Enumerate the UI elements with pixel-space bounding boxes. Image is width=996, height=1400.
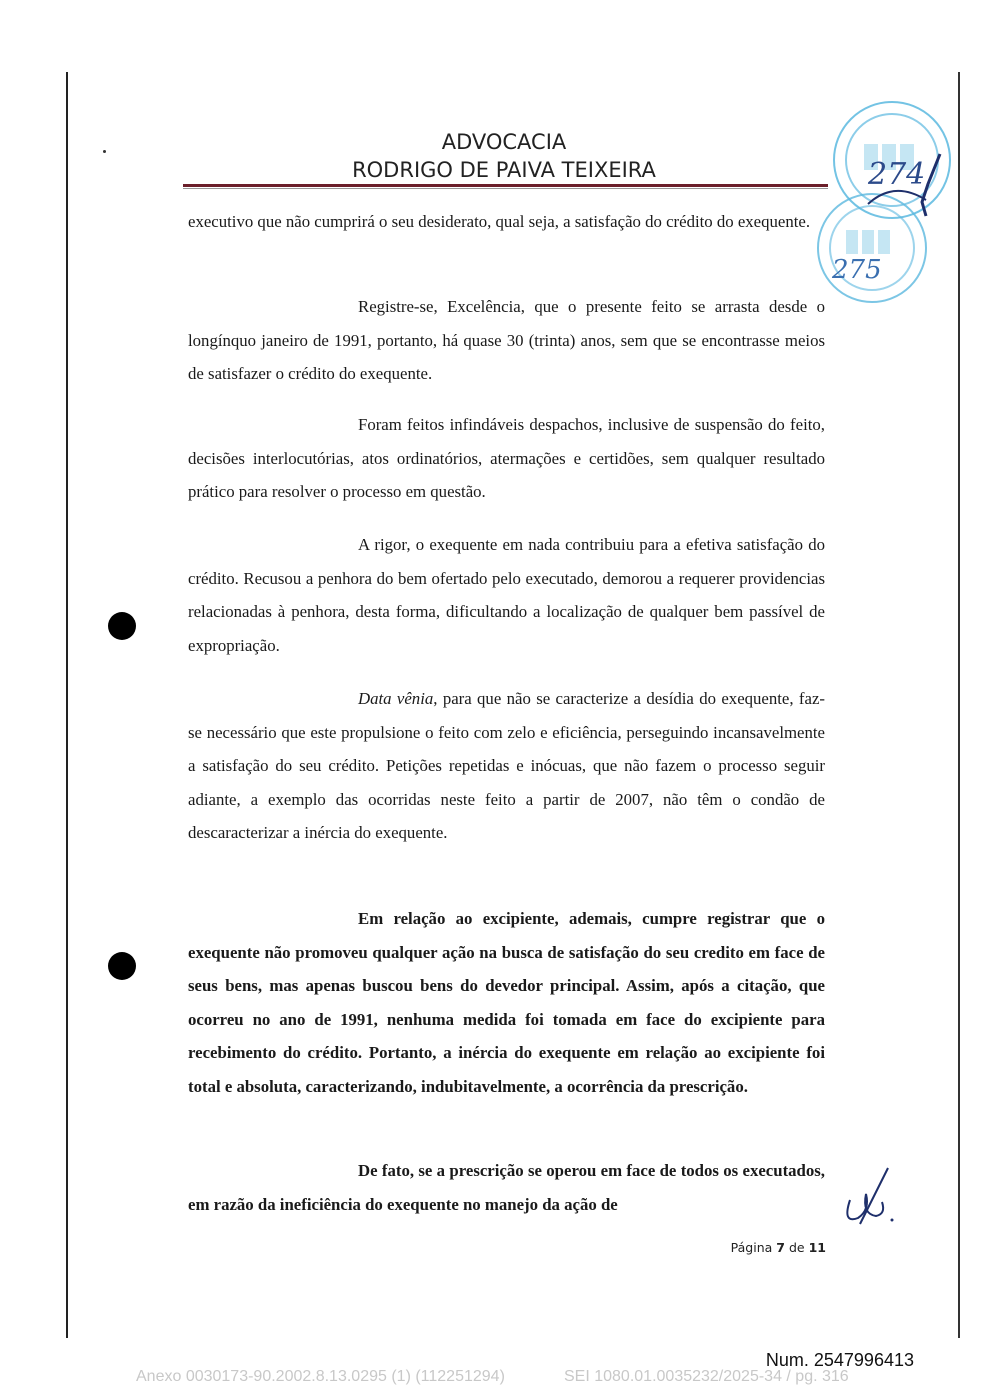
court-stamp-icon	[790, 84, 960, 324]
stamp-page-number-top: 274	[868, 157, 926, 192]
handwritten-initials-icon	[836, 1162, 906, 1232]
paragraph-1: executivo que não cumprirá o seu desiderato, qual seja, a satisfação do crédito do exequente.	[188, 212, 811, 231]
scan-speck	[103, 150, 106, 153]
header-rule-thin	[183, 188, 828, 189]
paragraph-3: Foram feitos infindáveis despachos, inclusive de suspensão do feito, decisões interlocutórias, atos ordinatórios, atermações e certidões, sem qualquer resultado prático para resolver o processo em questão.	[188, 415, 825, 501]
header-rule	[183, 184, 828, 187]
paragraph-2: Registre-se, Excelência, que o presente feito se arrasta desde o longínquo janeiro de 1991, portanto, há quase 30 (trinta) anos, sem que se encontrasse meios de satisfazer o crédito do exequente.	[188, 297, 825, 383]
page-number-separator: de	[788, 1240, 805, 1255]
paragraph-5-italic: Data vênia	[358, 689, 434, 708]
letterhead-line-1: ADVOCACIA	[441, 130, 567, 154]
page-left-edge	[66, 72, 68, 1338]
stamp-page-number-bottom: 275	[832, 255, 882, 285]
paragraph-5-text: , para que não se caracterize a desídia do exequente, faz-se necessário que este propulsione o feito com zelo e eficiência, perseguindo incansavelmente a satisfação do seu crédito. Petições repetidas e inócuas, que não fazem o processo seguir adiante, a exemplo das ocorridas neste feito a partir de 2007, não têm o condão de descaracterizar a inércia do exequente.	[188, 689, 825, 842]
page-number-prefix: Página	[730, 1240, 773, 1255]
page-number-current: 7	[776, 1240, 785, 1255]
page-number	[700, 1240, 826, 1255]
footer-sei-reference: SEI 1080.01.0035232/2025-34 / pg. 316	[564, 1368, 849, 1385]
page-number-total: 11	[808, 1240, 826, 1255]
paragraph-4-text: A rigor, o exequente em nada contribuiu para a efetiva satisfação do crédito. Recusou a penhora do bem ofertado pelo executado, demorou a requerer providencias relacionadas à penhora, desta forma, dificultando a localização de qualquer bem passível de expropriação.	[188, 535, 825, 655]
paragraph-5	[188, 682, 825, 850]
paragraph-6: Em relação ao excipiente, ademais, cumpre registrar que o exequente não promoveu qualquer ação na busca de satisfação do seu credito em face de seus bens, mas apenas buscou bens do devedor principal. Assim, após a citação, que ocorreu no ano de 1991, nenhuma medida foi tomada em face do excipiente para recebimento do crédito. Portanto, a inércia do exequente em relação ao excipiente foi total e absoluta, caracterizando, indubitavelmente, a ocorrência da prescrição.	[188, 909, 825, 1096]
punch-hole	[108, 612, 136, 640]
punch-hole	[108, 952, 136, 980]
letterhead-line-2: RODRIGO DE PAIVA TEIXEIRA	[352, 158, 656, 182]
document-number: Num. 2547996413	[765, 1350, 914, 1370]
paragraph-7: De fato, se a prescrição se operou em face de todos os executados, em razão da ineficiência do exequente no manejo da ação de	[188, 1161, 825, 1214]
paragraph-4	[188, 528, 825, 662]
footer-annex-reference: Anexo 0030173-90.2002.8.13.0295 (1) (112251294)	[136, 1368, 505, 1385]
